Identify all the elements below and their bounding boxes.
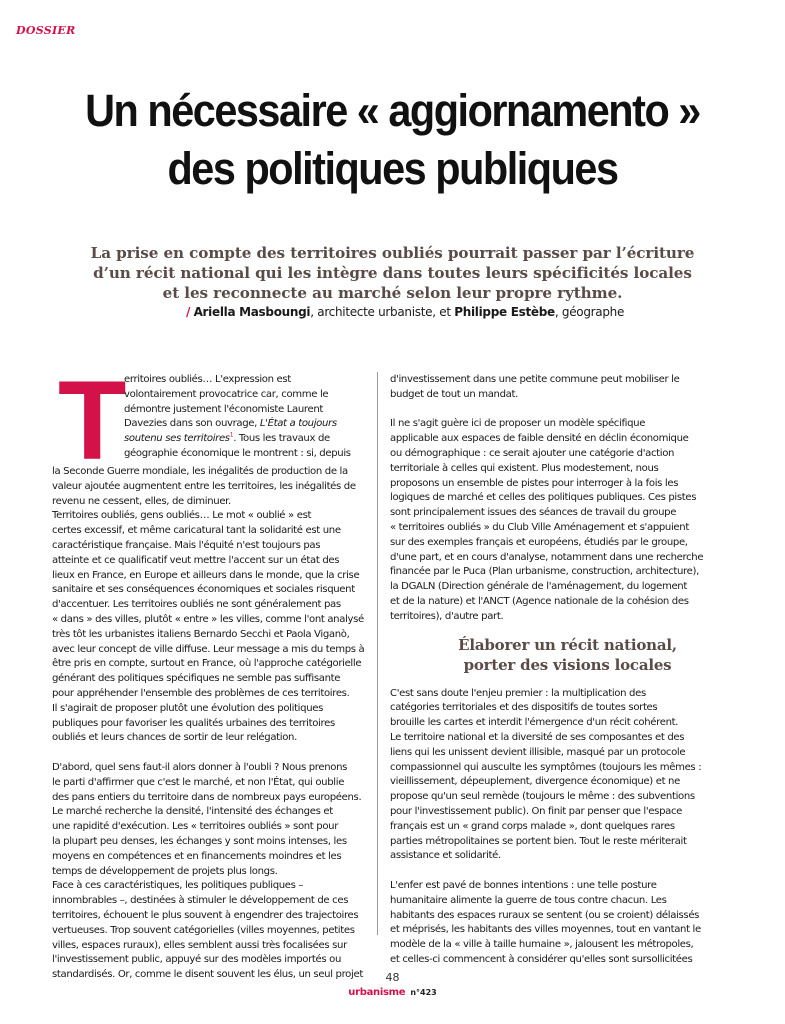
text-fragment: Davezies dans son ouvrage,: [124, 418, 260, 430]
byline-slash: /: [185, 305, 191, 319]
magazine-info: [0, 984, 785, 999]
text-line: compassionnel qui ausculte les symptômes (toujours les mêmes :: [390, 761, 702, 773]
text-line: proposons un ensemble de pistes pour interroger à la fois les: [390, 477, 679, 489]
text-line: vertueuses. Trop souvent catégorielles (villes moyennes, petites: [52, 924, 355, 936]
text-line: être pris en compte, surtout en France, où l'approche catégorielle: [52, 658, 362, 670]
subhead-line: Élaborer un récit national,: [458, 635, 677, 654]
text-line: une rapidité d'exécution. Les « territoires oubliés » sont pour: [52, 821, 339, 833]
text-line: Le marché recherche la densité, l'intensité des échanges et: [52, 806, 333, 818]
text-line: et de la nature) et l'ANCT (Agence nationale de la cohésion des: [390, 595, 689, 607]
text-line: sur des exemples français et européens, étudiés par le groupe,: [390, 536, 688, 548]
text-line: villes, espaces ruraux), elles semblent aussi très focalisées sur: [52, 939, 347, 951]
text-line: Face à ces caractéristiques, les politiques publiques –: [52, 880, 304, 892]
text-line: Il s'agirait de proposer plutôt une évolution des politiques: [52, 702, 324, 714]
text-line: territoires, échouent le plus souvent à engendrer des trajectoires: [52, 909, 359, 921]
text-line: temps de développement de projets plus longs.: [52, 865, 278, 877]
text-line: avec leur concept de ville diffuse. Leur message a mis du temps à: [52, 643, 365, 655]
text-line: « territoires oubliés » du Club Ville Aménagement et s'appuient: [390, 521, 689, 533]
left-column: [52, 358, 370, 983]
text-line: démontre justement l'économiste Laurent: [124, 403, 323, 415]
lede-line: d’un récit national qui les intègre dans toutes leurs spécificités locales: [93, 264, 692, 282]
text-line: catégories territoriales et des dispositifs de toutes sortes: [390, 702, 658, 714]
text-line: et méprisés, les habitants des villes moyennes, tout en vantant le: [390, 924, 701, 936]
article-title: [31, 82, 753, 198]
text-line: d'une part, et en cours d'analyse, notamment dans une recherche: [390, 551, 704, 563]
text-line: caractéristique française. Mais l'équité n'est toujours pas: [52, 539, 321, 551]
book-title: L'État a toujours: [259, 418, 337, 430]
text-line: lieux en France, en Europe et ailleurs dans le monde, que la crise: [52, 569, 360, 581]
paragraph: [390, 373, 745, 403]
page-footer: [0, 971, 785, 999]
text-line: sanitaire et ses conséquences économiques et sociales risquent: [52, 584, 355, 596]
text-fragment: . Tous les travaux de: [233, 433, 330, 445]
text-line: Le territoire national et la diversité de ses composantes et des: [390, 731, 685, 743]
footnote-ref[interactable]: 1: [229, 431, 234, 439]
text-line: territoires), d'autre part.: [390, 610, 504, 622]
text-line: d'investissement dans une petite commune peut mobiliser le: [390, 374, 680, 385]
paragraph: [390, 879, 745, 968]
text-line: « dans » des villes, plutôt « entre » les villes, comme l'ont analysé: [52, 613, 364, 625]
section-subheading: [390, 635, 745, 675]
text-line: erritoires oubliés… L'expression est: [124, 374, 291, 385]
text-line: innombrables –, destinées à stimuler le développement de ces: [52, 895, 349, 907]
text-line: L'enfer est pavé de bonnes intentions : une telle posture: [390, 879, 657, 891]
text-line: le parti d'affirmer que c'est le marché, et non l'État, qui oublie: [52, 776, 345, 788]
column-divider: [377, 372, 378, 935]
text-line: la DGALN (Direction générale de l'aménagement, du logement: [390, 581, 687, 593]
section-label: DOSSIER: [16, 24, 76, 37]
issue-number: n°423: [410, 988, 437, 997]
text-line: assistance et solidarité.: [390, 850, 501, 862]
text-line: d'accentuer. Les territoires oubliés ne sont généralement pas: [52, 599, 341, 611]
magazine-logo: urbanisme: [348, 987, 406, 998]
text-line: vieillissement, dépeuplement, divergence économique) et ne: [390, 776, 680, 788]
author-role: , architecte urbaniste, et: [310, 305, 455, 319]
text-line: C'est sans doute l'enjeu premier : la multiplication des: [390, 687, 646, 699]
text-line: la plupart peu denses, les échanges y sont moins intenses, les: [52, 835, 347, 847]
text-line: pour l'investissement public). On finit par penser que l'espace: [390, 805, 683, 817]
drop-cap: T: [58, 358, 127, 483]
author-name: Ariella Masboungi: [193, 305, 311, 319]
paragraph: [390, 417, 745, 624]
text-line: territoriale à celles qui existent. Plus modestement, nous: [390, 462, 659, 474]
paragraph: [52, 465, 370, 509]
text-line: très tôt les urbanistes italiens Bernardo Secchi et Paola Viganò,: [52, 628, 350, 640]
text-line: valeur ajoutée augmentent entre les territoires, les inégalités de: [52, 480, 356, 492]
author-role: , géographe: [554, 305, 625, 319]
text-line: la Seconde Guerre mondiale, les inégalités de production de la: [52, 466, 348, 477]
paragraph: [52, 509, 370, 746]
text-line: publiques pour favoriser les qualités urbaines des territoires: [52, 717, 335, 729]
text-line: moyens en compétences et en financements moindres et les: [52, 850, 342, 862]
title-line-2: des politiques publiques: [167, 143, 618, 194]
text-line: parties métropolitaines se portent bien. Tout le reste mériterait: [390, 835, 687, 847]
text-line: humanitaire alimente la guerre de tous contre chacun. Les: [390, 894, 667, 906]
paragraph: [52, 761, 370, 983]
text-line: ou démographique : ce serait ajouter une catégorie d'action: [390, 447, 675, 459]
text-line: logiques de marché et celles des politiques publiques. Ces pistes: [390, 492, 697, 504]
text-line: géographie économique le montrent : si, depuis: [124, 447, 351, 459]
page-number: 48: [385, 971, 400, 984]
text-line: brouille les cartes et interdit l'émergence d'un récit cohérent.: [390, 717, 679, 729]
text-line: Il ne s'agit guère ici de proposer un modèle spécifique: [390, 418, 646, 430]
text-line: générant des politiques spécifiques ne semble pas suffisante: [52, 673, 341, 685]
text-line: et celles-ci commencent à considérer qu'elles sont sursollicitées: [390, 953, 693, 965]
book-title: soutenu ses territoires: [124, 433, 230, 445]
text-line: habitants des espaces ruraux se sentent (ou se croient) délaissés: [390, 909, 700, 921]
byline: [60, 305, 750, 319]
text-line: atteinte et ce qualificatif veut mettre l'accent sur un état des: [52, 554, 340, 566]
text-line: sont principalement issues des séances de travail du groupe: [390, 507, 677, 519]
text-line: certes excessif, et même caricatural tant la solidarité est une: [52, 525, 341, 537]
title-line-1: Un nécessaire « aggiornamento »: [85, 85, 700, 136]
text-line: standardisés. Or, comme le disent souvent les élus, un seul projet: [52, 969, 363, 981]
author-name: Philippe Estèbe: [454, 305, 555, 319]
text-line: propose qu'un seul remède (toujours le même : des subventions: [390, 791, 695, 803]
text-line: oubliés et leurs chances de sortir de leur relégation.: [52, 732, 297, 744]
text-line: modèle de la « ville à taille humaine », jalousent les métropoles,: [390, 939, 694, 951]
text-line: Territoires oubliés, gens oubliés… Le mot « oublié » est: [52, 510, 312, 522]
subhead-line: porter des visions locales: [463, 655, 672, 674]
text-line: français est un « grand corps malade », dont quelques rares: [390, 820, 675, 832]
right-column: [390, 373, 745, 968]
paragraph: [390, 687, 745, 865]
text-line: des pans entiers du territoire dans de nombreux pays européens.: [52, 791, 362, 803]
text-line: financée par le Puca (Plan urbanisme, construction, architecture),: [390, 566, 699, 578]
text-line: volontairement provocatrice car, comme le: [124, 388, 329, 400]
text-line: applicable aux espaces de faible densité en déclin économique: [390, 433, 689, 445]
lede-line: et les reconnecte au marché selon leur propre rythme.: [162, 284, 623, 302]
text-line: budget de tout un mandat.: [390, 388, 518, 400]
text-line: D'abord, quel sens faut-il alors donner à l'oubli ? Nous prenons: [52, 761, 348, 773]
text-line: l'investissement public, appuyé sur des modèles importés ou: [52, 954, 342, 966]
article-lede: [60, 243, 725, 303]
text-line: pour appréhender l'ensemble des problèmes de ces territoires.: [52, 687, 350, 699]
text-line: revenu ne cessent, elles, de diminuer.: [52, 495, 231, 507]
lede-line: La prise en compte des territoires oubliés pourrait passer par l’écriture: [90, 244, 695, 262]
text-line: liens qui les unissent devient illisible, masqué par un protocole: [390, 746, 686, 758]
